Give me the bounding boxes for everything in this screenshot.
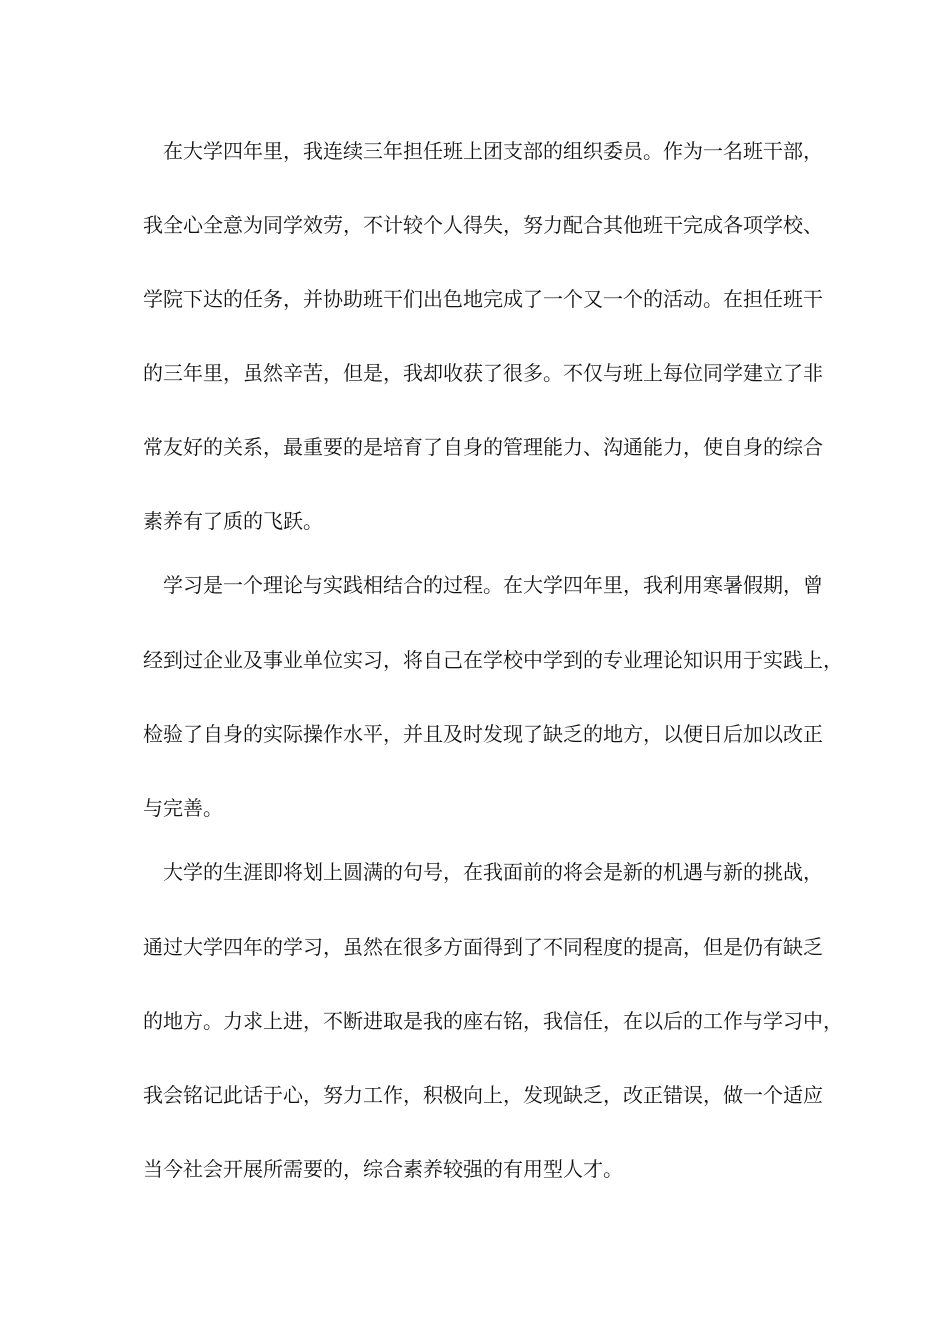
paragraph-line: 我全心全意为同学效劳，不计较个人得失，努力配合其他班干完成各项学校、 xyxy=(143,213,823,237)
paragraph-line: 素养有了质的飞跃。 xyxy=(143,509,323,533)
paragraph-line: 我会铭记此话于心，努力工作，积极向上，发现缺乏，改正错误，做一个适应 xyxy=(143,1083,823,1107)
paragraph-line: 的地方。力求上进，不断进取是我的座右铭，我信任，在以后的工作与学习中， xyxy=(143,1009,843,1033)
paragraph-line: 与完善。 xyxy=(143,796,223,820)
paragraph-line: 大学的生涯即将划上圆满的句号，在我面前的将会是新的机遇与新的挑战， xyxy=(163,860,823,884)
paragraph-line: 检验了自身的实际操作水平，并且及时发现了缺乏的地方，以便日后加以改正 xyxy=(143,722,823,746)
paragraph-line: 当今社会开展所需要的，综合素养较强的有用型人才。 xyxy=(143,1157,623,1181)
paragraph-line: 学院下达的任务，并协助班干们出色地完成了一个又一个的活动。在担任班干 xyxy=(143,287,823,311)
paragraph-line: 的三年里，虽然辛苦，但是，我却收获了很多。不仅与班上每位同学建立了非 xyxy=(143,361,823,385)
paragraph-line: 学习是一个理论与实践相结合的过程。在大学四年里，我利用寒暑假期，曾 xyxy=(163,573,823,597)
paragraph-line: 常友好的关系，最重要的是培育了自身的管理能力、沟通能力，使自身的综合 xyxy=(143,435,823,459)
paragraph-line: 经到过企业及事业单位实习，将自己在学校中学到的专业理论知识用于实践上， xyxy=(143,648,843,672)
paragraph-line: 通过大学四年的学习，虽然在很多方面得到了不同程度的提高，但是仍有缺乏 xyxy=(143,935,823,959)
paragraph-line: 在大学四年里，我连续三年担任班上团支部的组织委员。作为一名班干部， xyxy=(163,139,823,163)
